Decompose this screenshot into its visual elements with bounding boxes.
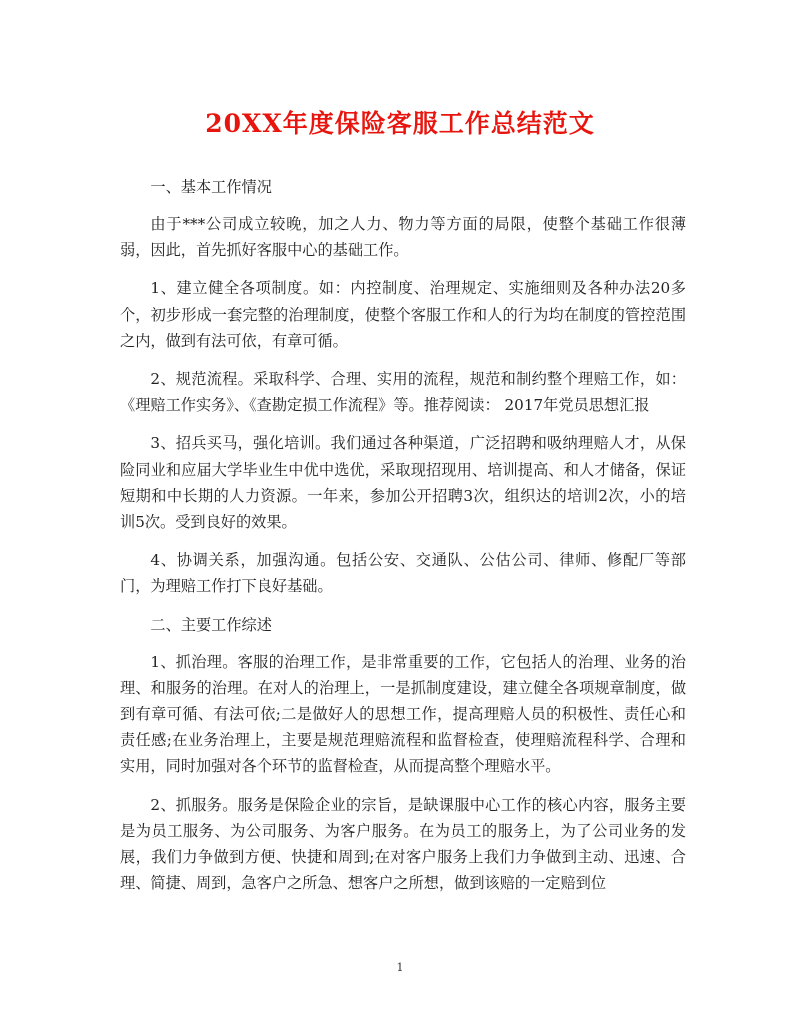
paragraph-intro: 由于***公司成立较晚，加之人力、物力等方面的局限，使整个基础工作很薄弱，因此，首先抓好客服中心的基础工作。 — [120, 215, 686, 260]
section-heading-basic: 一、基本工作情况 — [150, 178, 272, 196]
document-title: 20XX年度保险客服工作总结范文 — [205, 109, 595, 138]
paragraph-service: 2、抓服务。服务是保险企业的宗旨，是缺课服中心工作的核心内容，服务主要是为员工服务、为公司服务、为客户服务。在为员工的服务上，为了公司业务的发展，我们力争做到方便、快捷和周到;在对客户服务上我们力争做到主动、迅速、合理、简捷、周到，急客户之所急、想客户之所想，做到该赔的一定赔到位 — [120, 795, 686, 893]
paragraph-system: 1、建立健全各项制度。如：内控制度、治理规定、实施细则及各种办法20多个，初步形成一套完整的治理制度，使整个客服工作和人的行为均在制度的管控范围之内，做到有法可依，有章可循。 — [120, 279, 686, 350]
paragraph-management: 1、抓治理。客服的治理工作，是非常重要的工作，它包括人的治理、业务的治理、和服务的治理。在对人的治理上，一是抓制度建设，建立健全各项规章制度，做到有章可循、有法可依;二是做好人的思想工作，提高理赔人员的积极性、责任心和责任感;在业务治理上，主要是规范理赔流程和监督检查，使理赔流程科学、合理和实用，同时加强对各个环节的监督检查，从而提高整个理赔水平。 — [120, 652, 686, 776]
page-number: 1 — [396, 961, 404, 974]
section-heading-main: 二、主要工作综述 — [150, 615, 272, 634]
paragraph-coordination: 4、协调关系，加强沟通。包括公安、交通队、公估公司、律师、修配厂等部门，为理赔工作打下良好基础。 — [120, 551, 686, 596]
paragraph-process: 2、规范流程。采取科学、合理、实用的流程，规范和制约整个理赔工作，如：《理赔工作实务》、《查勘定损工作流程》等。推荐阅读： 2017年党员思想汇报 — [120, 370, 686, 415]
document-body — [120, 174, 686, 908]
paragraph-training: 3、招兵买马，强化培训。我们通过各种渠道，广泛招聘和吸纳理赔人才，从保险同业和应届大学毕业生中优中选优，采取现招现用、培训提高、和人才储备，保证短期和中长期的人力资源。一年来，参加公开招聘3次，组织达的培训2次，小的培训5次。受到良好的效果。 — [120, 434, 686, 532]
